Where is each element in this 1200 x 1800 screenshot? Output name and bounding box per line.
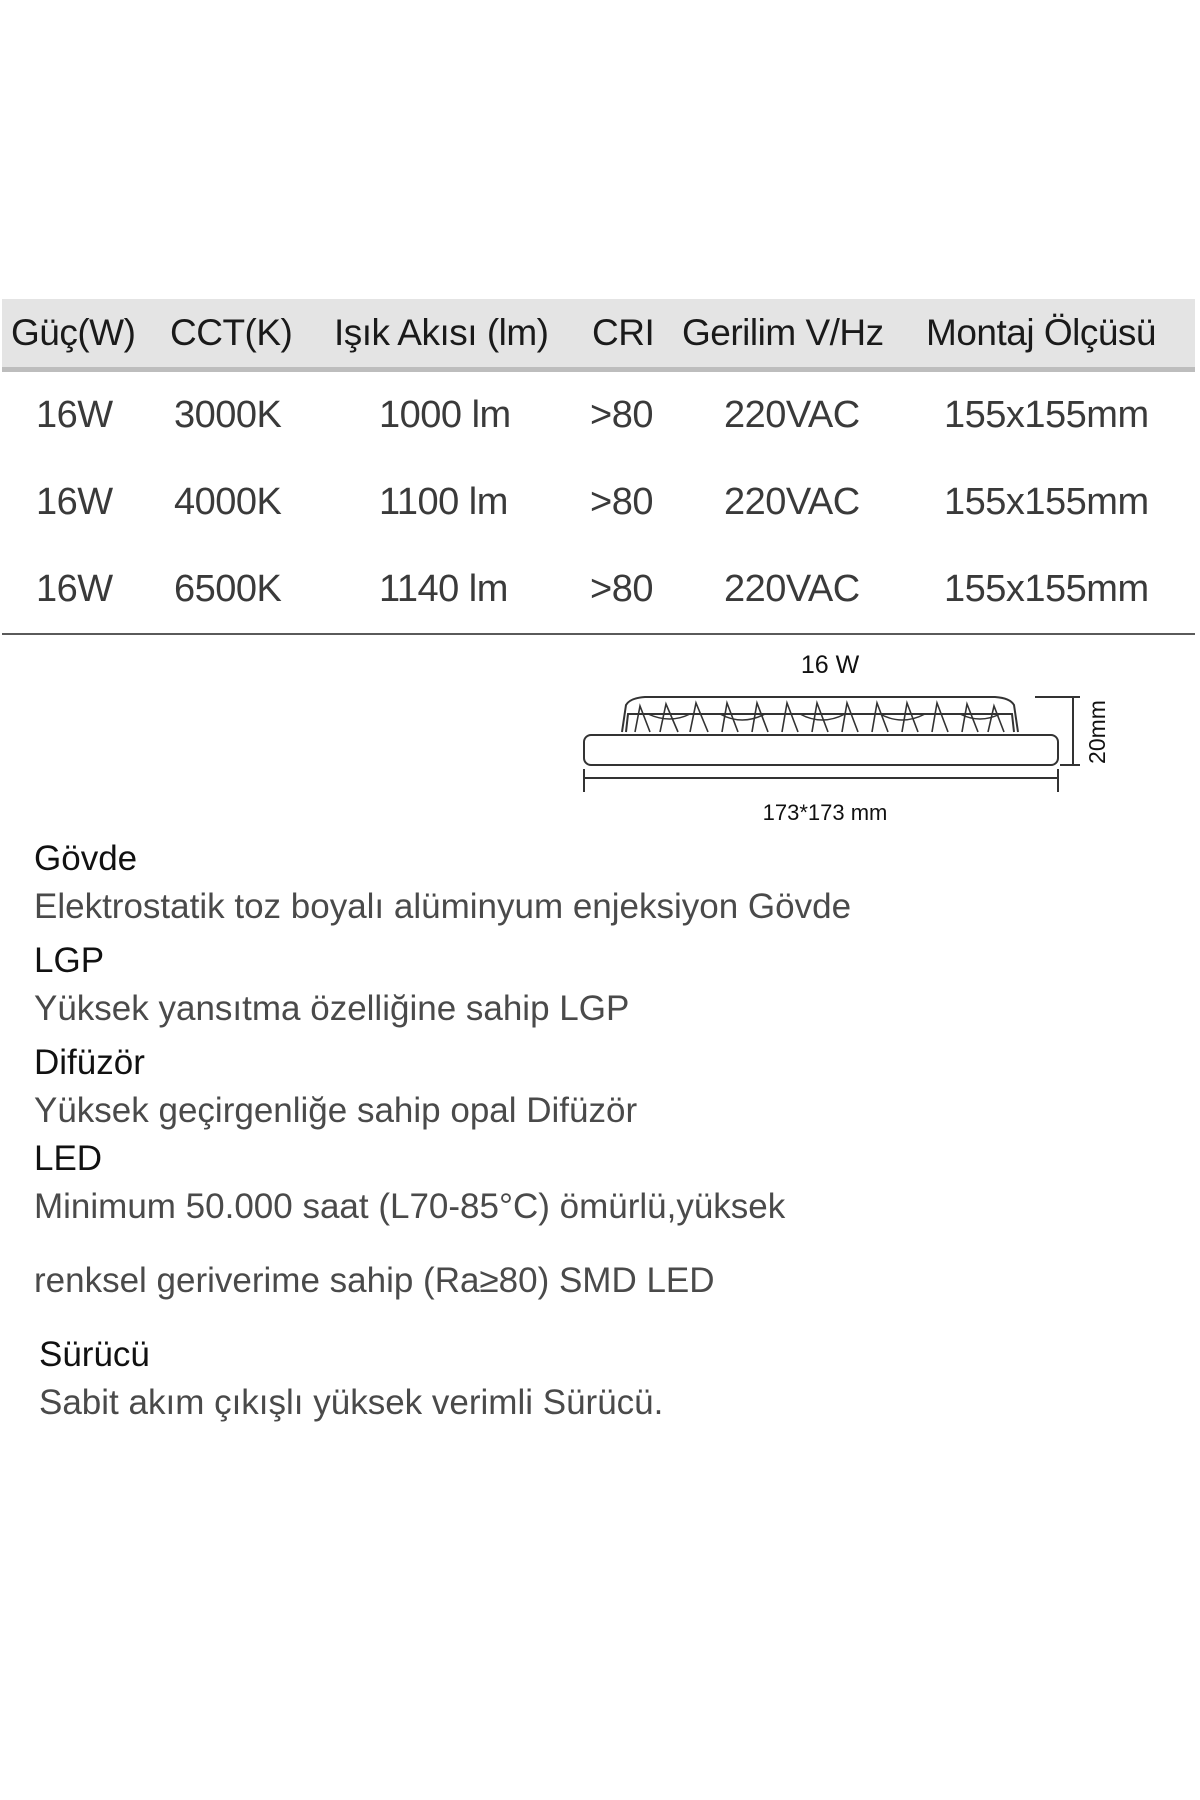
diagram-height-label: 20mm — [1084, 700, 1110, 764]
table-row — [2, 459, 1195, 546]
spec-description: Elektrostatik toz boyalı alüminyum enjeksiyon Gövde — [34, 887, 852, 926]
spec-led — [34, 1135, 1134, 1305]
table-row — [2, 546, 1195, 633]
fixture-profile — [584, 697, 1058, 765]
table-bottom-divider — [2, 633, 1195, 635]
cell-luminous-flux: 1140 lm — [379, 568, 508, 610]
diagram-power-label: 16 W — [800, 651, 860, 679]
cell-cct: 4000K — [174, 481, 282, 523]
spec-lgp — [34, 937, 1134, 1033]
cell-cct: 3000K — [174, 394, 282, 436]
dimension-diagram — [560, 640, 1120, 830]
cell-luminous-flux: 1100 lm — [379, 481, 508, 523]
cell-mounting-size: 155x155mm — [944, 568, 1149, 610]
specifications-list — [34, 835, 1134, 1427]
cell-power: 16W — [36, 481, 113, 523]
table-header-row — [2, 299, 1195, 372]
cell-voltage: 220VAC — [724, 481, 860, 523]
cell-mounting-size: 155x155mm — [944, 394, 1149, 436]
cell-mounting-size: 155x155mm — [944, 481, 1149, 523]
header-power: Güç(W) — [11, 312, 136, 353]
width-dimension — [584, 769, 1058, 792]
cell-cri: >80 — [590, 568, 653, 610]
spec-title: LGP — [34, 941, 105, 980]
spec-title: Gövde — [34, 839, 138, 878]
header-cct: CCT(K) — [170, 312, 293, 353]
spec-body — [34, 835, 1134, 931]
header-luminous-flux: Işık Akısı (lm) — [334, 312, 549, 353]
spec-title: LED — [34, 1139, 103, 1178]
table-row — [2, 372, 1195, 459]
cell-voltage: 220VAC — [724, 394, 860, 436]
spec-description: Sabit akım çıkışlı yüksek verimli Sürücü. — [39, 1383, 664, 1422]
spec-driver — [39, 1331, 1134, 1427]
cell-cri: >80 — [590, 394, 653, 436]
spec-description-line-2: renksel geriverime sahip (Ra≥80) SMD LED — [34, 1261, 715, 1300]
cell-voltage: 220VAC — [724, 568, 860, 610]
cell-cri: >80 — [590, 481, 653, 523]
cell-power: 16W — [36, 394, 113, 436]
spec-table — [2, 299, 1195, 633]
cell-cct: 6500K — [174, 568, 282, 610]
spec-title: Sürücü — [39, 1335, 150, 1374]
spec-description-line-1: Minimum 50.000 saat (L70-85°C) ömürlü,yüksek — [34, 1187, 786, 1226]
spec-diffuser — [34, 1039, 1134, 1135]
header-voltage: Gerilim V/Hz — [682, 312, 884, 353]
header-cri: CRI — [592, 312, 655, 353]
diagram-width-label: 173*173 mm — [762, 800, 888, 825]
cell-luminous-flux: 1000 lm — [379, 394, 511, 436]
header-mounting-size: Montaj Ölçüsü — [926, 312, 1156, 353]
spec-title: Difüzör — [34, 1043, 145, 1082]
cell-power: 16W — [36, 568, 113, 610]
spec-description: Yüksek yansıtma özelliğine sahip LGP — [34, 989, 630, 1028]
spec-description: Yüksek geçirgenliğe sahip opal Difüzör — [34, 1091, 638, 1130]
